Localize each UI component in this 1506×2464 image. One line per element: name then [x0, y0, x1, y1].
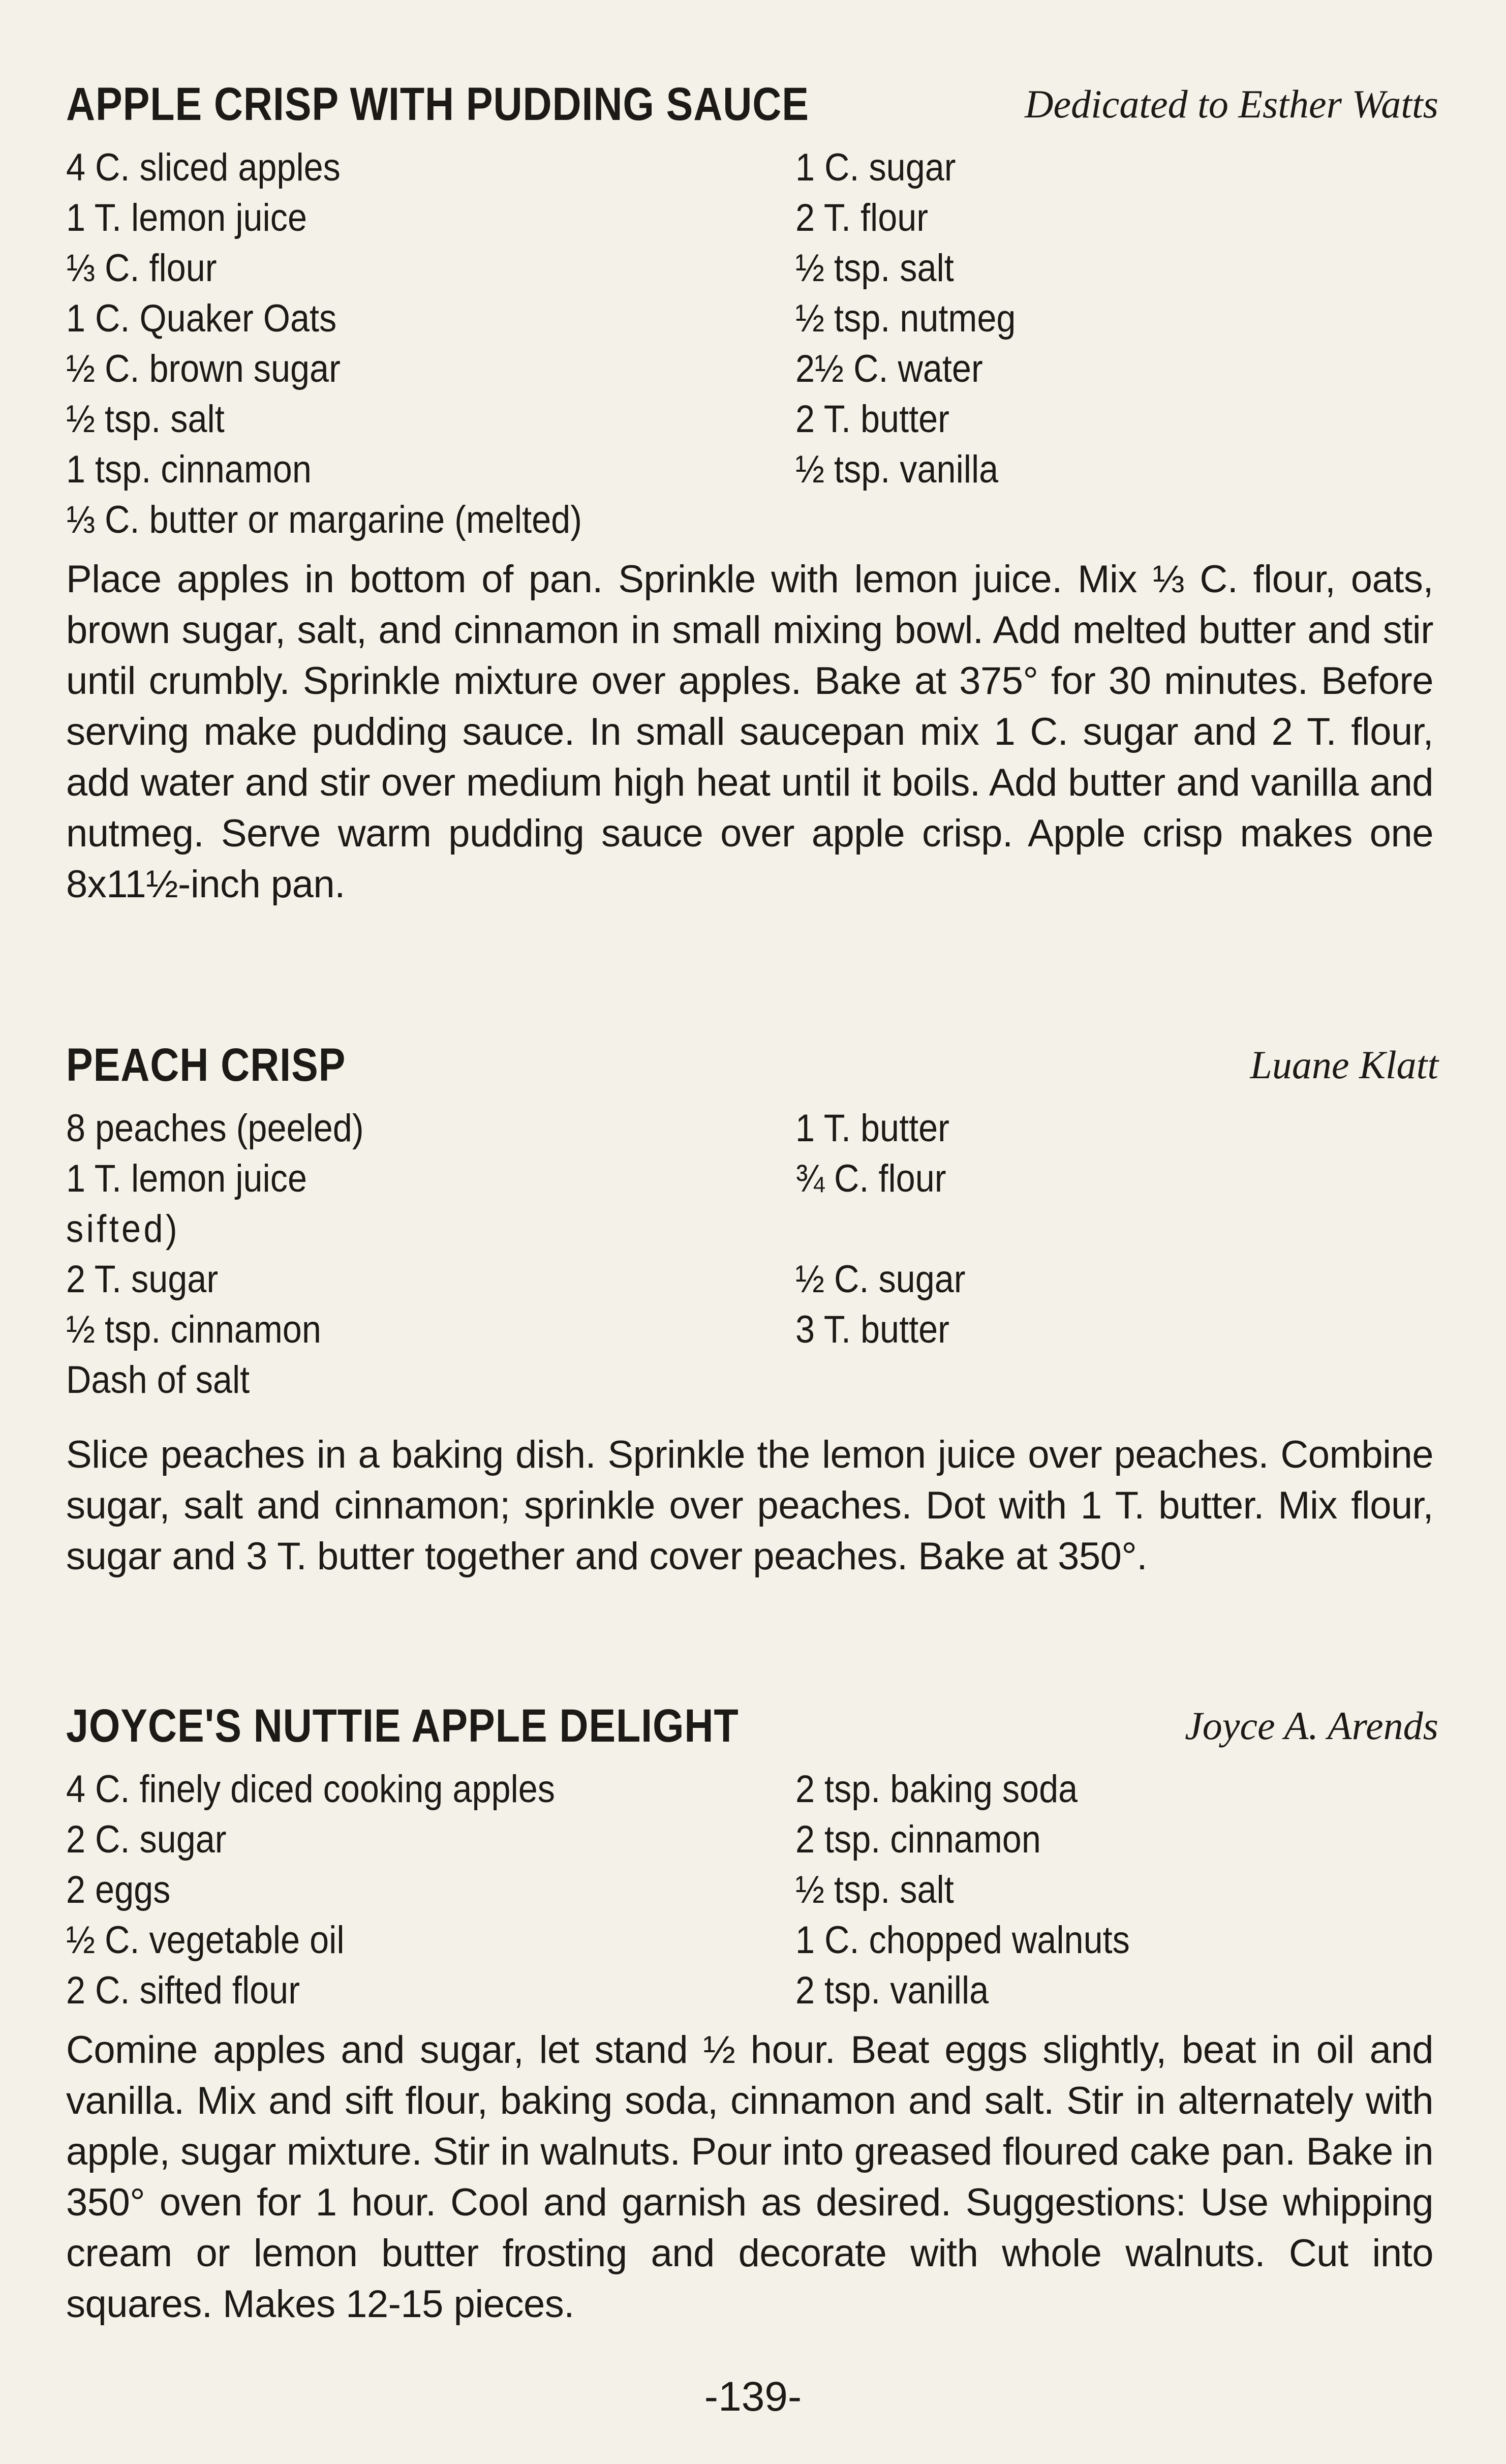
ingredient-item: ½ C. brown sugar: [66, 347, 341, 390]
ingredient-item: 2 T. butter: [795, 398, 949, 441]
ingredient-item: Dash of salt: [66, 1358, 250, 1402]
ingredient-item: 1 T. lemon juice: [66, 1157, 307, 1200]
ingredient-columns: [66, 1764, 1438, 2016]
ingredient-item: 2 T. sugar: [66, 1258, 219, 1301]
recipe-title: PEACH CRISP: [66, 1039, 346, 1091]
recipe-title: APPLE CRISP WITH PUDDING SAUCE: [66, 78, 809, 130]
ingredient-list-left: [66, 1764, 795, 2016]
ingredient-item: 2 tsp. vanilla: [795, 1969, 989, 2012]
ingredient-item: ¾ C. flour: [795, 1157, 946, 1200]
recipe-dedication: Dedicated to Esther Watts: [1025, 82, 1438, 126]
ingredient-item: [795, 1204, 1344, 1254]
ingredient-item: 4 C. sliced apples: [66, 146, 341, 189]
recipe-title: JOYCE'S NUTTIE APPLE DELIGHT: [66, 1700, 739, 1752]
ingredient-columns: [66, 1103, 1438, 1405]
ingredient-item: 3 T. butter: [795, 1308, 949, 1351]
ingredient-list-right: [795, 142, 1405, 545]
ingredient-item: 8 peaches (peeled): [66, 1107, 364, 1150]
recipe-header: [66, 1032, 1438, 1098]
ingredient-item: ½ tsp. vanilla: [795, 448, 999, 491]
ingredient-item: ½ C. vegetable oil: [66, 1919, 345, 1962]
recipe-nuttie-apple-delight: [66, 1693, 1438, 2330]
ingredient-item: ½ C. sugar: [795, 1258, 966, 1301]
ingredient-list-right: [795, 1103, 1405, 1405]
ingredient-list-right: [795, 1764, 1405, 2016]
ingredient-item: ⅓ C. butter or margarine (melted): [66, 498, 582, 541]
ingredient-item: ½ tsp. salt: [795, 247, 954, 290]
ingredient-item: ½ tsp. salt: [795, 1868, 954, 1911]
ingredient-item: 2 C. sifted flour: [66, 1969, 300, 2012]
ingredient-item: ⅓ C. flour: [66, 247, 217, 290]
ingredient-columns: [66, 142, 1438, 545]
ingredient-item: 2½ C. water: [795, 347, 983, 390]
ingredient-item: 1 C. sugar: [795, 146, 956, 189]
ingredient-item: 1 C. chopped walnuts: [795, 1919, 1130, 1962]
ingredient-item: ½ tsp. cinnamon: [66, 1308, 321, 1351]
recipe-peach-crisp: [66, 1032, 1438, 1582]
ingredient-list-left: [66, 1103, 795, 1405]
ingredient-item: ½ tsp. nutmeg: [795, 297, 1016, 340]
recipe-dedication: Luane Klatt: [1250, 1043, 1438, 1087]
recipe-directions: Comine apples and sugar, let stand ½ hour. Beat eggs slightly, beat in oil and vanilla. Mix and sift flour, baking soda, cinnamon and salt. Stir in alternately with apple, sugar mixture. Stir in walnuts. Pour into greased floured cake pan. Bake in 350° oven for 1 hour. Cool and garnish as desired. Suggestions: Use whipping cream or lemon butter frosting and decorate with whole walnuts. Cut into squares. Makes 12-15 pieces.: [66, 2028, 1433, 2326]
ingredient-item: 1 C. Quaker Oats: [66, 297, 337, 340]
ingredient-item: 1 T. lemon juice: [66, 196, 307, 239]
ingredient-list-left: [66, 142, 795, 545]
ingredient-item: 2 tsp. cinnamon: [795, 1818, 1041, 1861]
recipe-apple-crisp: [66, 71, 1438, 910]
ingredient-item: 4 C. finely diced cooking apples: [66, 1768, 555, 1811]
recipe-dedication: Joyce A. Arends: [1185, 1703, 1438, 1748]
ingredient-item: ½ tsp. salt: [66, 398, 225, 441]
ingredient-item: 2 tsp. baking soda: [795, 1768, 1078, 1811]
recipe-header: [66, 1693, 1438, 1759]
ingredient-item: 1 T. butter: [795, 1107, 949, 1150]
recipe-directions: Slice peaches in a baking dish. Sprinkle the lemon juice over peaches. Combine sugar, salt and cinnamon; sprinkle over peaches. Dot with 1 T. butter. Mix flour, sugar and 3 T. butter together and cover peaches. Bake at 350°.: [66, 1433, 1433, 1578]
ingredient-item: sifted): [66, 1207, 180, 1251]
ingredient-item: 2 T. flour: [795, 196, 929, 239]
recipe-directions: Place apples in bottom of pan. Sprinkle with lemon juice. Mix ⅓ C. flour, oats, brown sugar, salt, and cinnamon in small mixing bowl. Add melted butter and stir until crumbly. Sprinkle mixture over apples. Bake at 375° for 30 minutes. Before serving make pudding sauce. In small saucepan mix 1 C. sugar and 2 T. flour, add water and stir over medium high heat until it boils. Add butter and vanilla and nutmeg. Serve warm pudding sauce over apple crisp. Apple crisp makes one 8x11½-inch pan.: [66, 558, 1433, 906]
ingredient-item: 1 tsp. cinnamon: [66, 448, 312, 491]
ingredient-item: 2 eggs: [66, 1868, 171, 1911]
ingredient-item: 2 C. sugar: [66, 1818, 227, 1861]
recipe-header: [66, 71, 1438, 137]
page-number: -139-: [704, 2374, 802, 2420]
